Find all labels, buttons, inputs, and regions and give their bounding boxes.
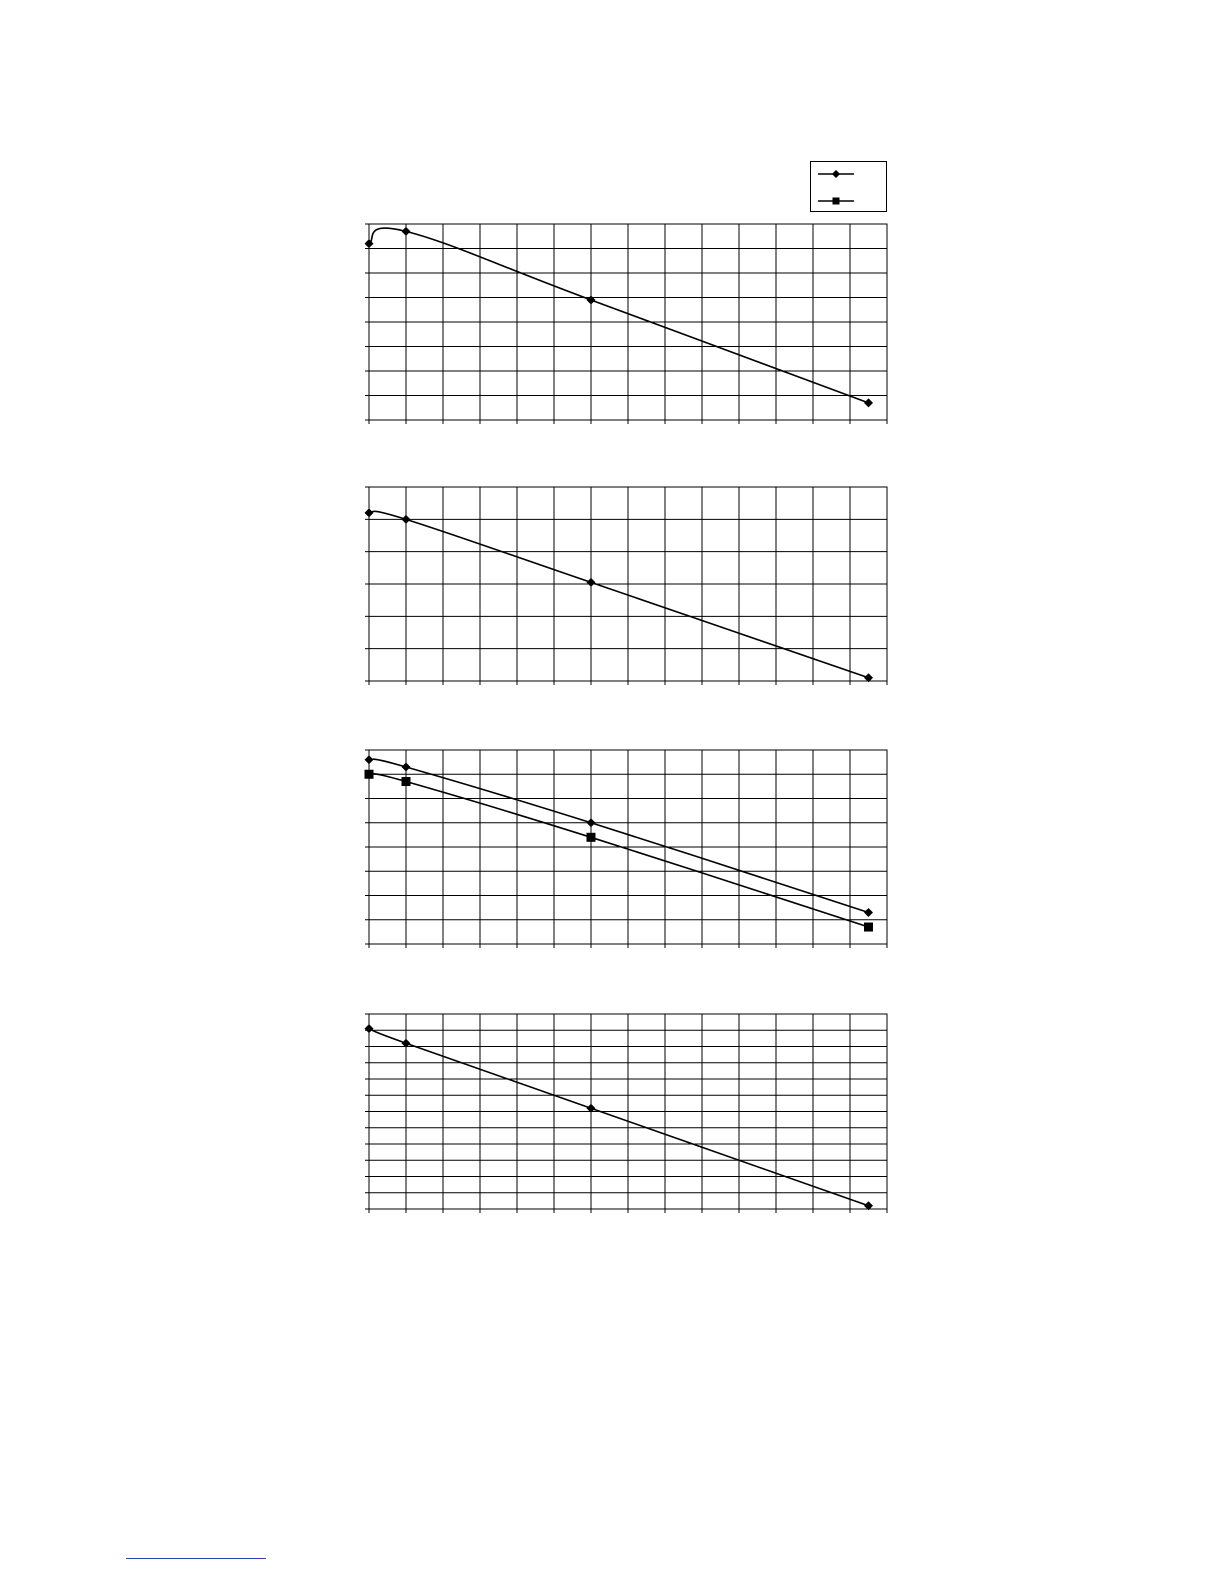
legend-square-icon [818, 195, 854, 207]
legend-diamond-icon [818, 168, 854, 180]
data-point-square [402, 777, 411, 786]
chart-4 [365, 1014, 888, 1213]
chart-1 [365, 224, 888, 424]
data-point-square [864, 923, 873, 932]
legend-entry-diamond [818, 168, 854, 180]
chart-3 [365, 750, 888, 948]
chart-legend [810, 161, 887, 212]
legend-entry-square [818, 195, 854, 207]
chart-2 [365, 487, 888, 685]
data-point-square [587, 833, 596, 842]
data-point-square [365, 770, 374, 779]
footnote-rule [126, 1558, 266, 1559]
